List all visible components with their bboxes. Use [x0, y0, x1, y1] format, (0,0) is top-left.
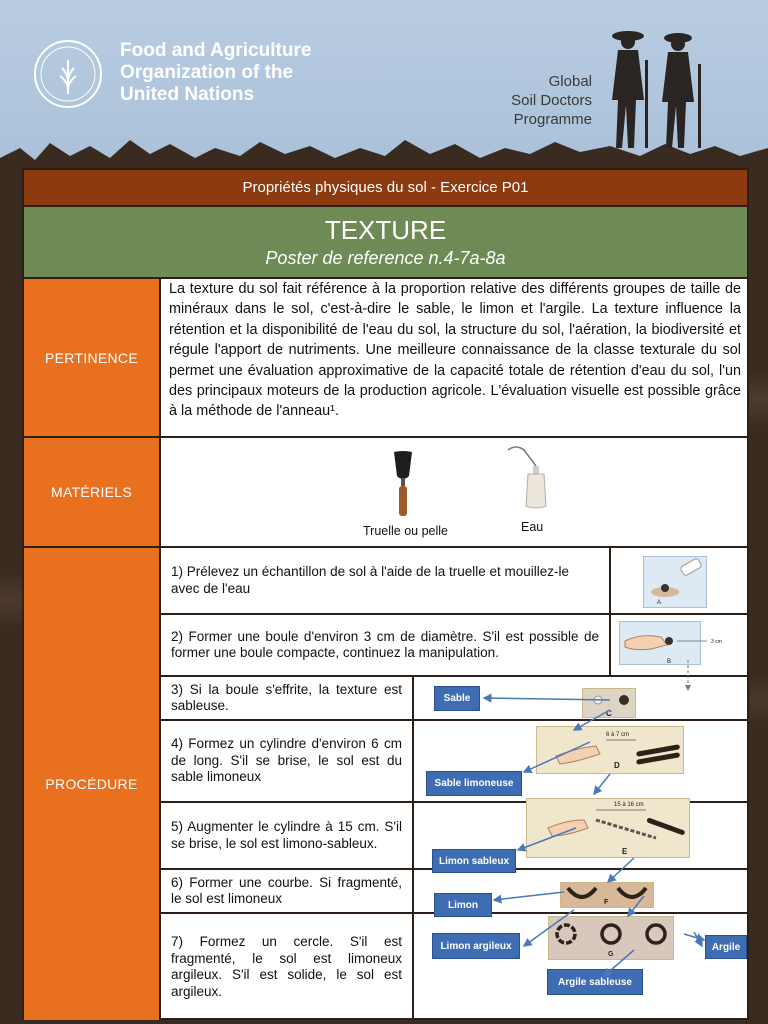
- step-6-cell: [161, 870, 414, 914]
- water-bottle-icon: [506, 444, 551, 512]
- materiels-label: MATÉRIELS: [50, 484, 132, 500]
- step-1-image-cell: [611, 548, 747, 615]
- step-7-cell: [161, 914, 414, 1020]
- title-banner: [24, 207, 747, 279]
- page-title: TEXTURE: [324, 215, 447, 245]
- step-2-text: 2) Former une boule d'environ 3 cm de diamètre. S'il est possible de former une boule compacte, continuez la manipulation.: [171, 628, 599, 660]
- step-7-text: 7) Formez un cercle. S'il est fragmenté, le sol est limoneux argileux. S'il est solide, le sol est argileux.: [171, 934, 402, 999]
- step-5-cell: [161, 803, 414, 870]
- dim-15-16cm-label: 15 à 16 cm: [614, 802, 644, 808]
- exercise-subtitle: Propriétés physiques du sol - Exercice P01: [242, 179, 529, 196]
- water-label: Eau: [521, 520, 544, 534]
- programme-name: [500, 72, 592, 129]
- photo-f-letter: F: [604, 899, 609, 906]
- org-line-3: United Nations: [120, 84, 255, 105]
- org-line-2: Organization of the: [120, 62, 294, 83]
- programme-line-1: Global: [548, 73, 592, 90]
- step-4-cell: [161, 721, 414, 803]
- photo-g-letter: G: [608, 951, 614, 958]
- photo-a-letter: A: [657, 600, 662, 606]
- exercise-subtitle-bar: [24, 170, 747, 207]
- trowel-label: Truelle ou pelle: [363, 524, 449, 538]
- step-1-cell: [161, 548, 611, 615]
- procedure-label-cell: [24, 548, 161, 1020]
- pertinence-label-cell: [24, 279, 161, 438]
- step-6-text: 6) Former une courbe. Si fragmenté, le sol est limoneux: [171, 874, 402, 906]
- exercise-sheet: [22, 168, 749, 1020]
- wetting-soil-icon: [645, 558, 705, 606]
- result-sable-limoneuse: Sable limoneuse: [426, 771, 522, 796]
- dim-3cm-label: 3 cm: [711, 639, 722, 645]
- photo-c-letter: C: [606, 709, 612, 718]
- trowel-icon: [391, 450, 415, 518]
- flow-arrows: [414, 660, 747, 1000]
- step-1-text: 1) Prélevez un échantillon de sol à l'aide de la truelle et mouillez-le avec de l'eau: [171, 564, 570, 596]
- materiels-label-cell: [24, 438, 161, 548]
- result-sable: Sable: [434, 686, 480, 711]
- photo-e-letter: E: [622, 847, 628, 856]
- result-argile-sableuse: Argile sableuse: [547, 969, 643, 995]
- photo-d-letter: D: [614, 761, 620, 770]
- poster-reference: Poster de reference n.4-7a-8a: [265, 248, 506, 268]
- pertinence-text: La texture du sol fait référence à la proportion relative des différents groupes de taille de minéraux dans le sol, c'est-à-dire le sable, le limon et l'argile. La texture influence la rétention et la disponibilité de l'eau du sol, la structure du sol, l'aération, la biodiversité et régule l'apport de nutriments. Une meilleure connaissance de la classe texturale du sol permet une évaluation approximative de la capacité totale de rétention d'eau du sol, l'un des principaux moteurs de la production agricole. L'évaluation visuelle est possible grâce à la méthode de l'anneau¹.: [169, 281, 741, 420]
- programme-line-3: Programme: [513, 111, 592, 128]
- result-limon-argileux: Limon argileux: [432, 933, 520, 959]
- organization-name: [120, 40, 311, 106]
- dim-6-7cm-label: 6 à 7 cm: [606, 732, 630, 738]
- step-3-cell: [161, 677, 414, 721]
- fao-logo: [32, 38, 104, 110]
- programme-line-2: Soil Doctors: [511, 92, 592, 109]
- farmers-silhouette-icon: [588, 20, 718, 150]
- step-5-text: 5) Augmenter le cylindre à 15 cm. S'il se brise, le sol est limono-sableux.: [171, 819, 402, 851]
- photo-b-letter: B: [667, 659, 672, 665]
- pertinence-content: [161, 279, 747, 438]
- org-line-1: Food and Agriculture: [120, 40, 312, 61]
- procedure-label: PROCÉDURE: [45, 776, 138, 792]
- step-3-text: 3) Si la boule s'effrite, la texture est sableuse.: [171, 681, 402, 713]
- materiels-content: [161, 438, 747, 548]
- result-argile: Argile: [705, 935, 747, 959]
- step-4-text: 4) Formez un cylindre d'environ 6 cm de long. S'il se brise, le sol est du sable limoneux: [171, 736, 402, 785]
- result-limon-sableux: Limon sableux: [432, 849, 516, 873]
- result-limon: Limon: [434, 893, 492, 917]
- pertinence-label: PERTINENCE: [45, 349, 138, 366]
